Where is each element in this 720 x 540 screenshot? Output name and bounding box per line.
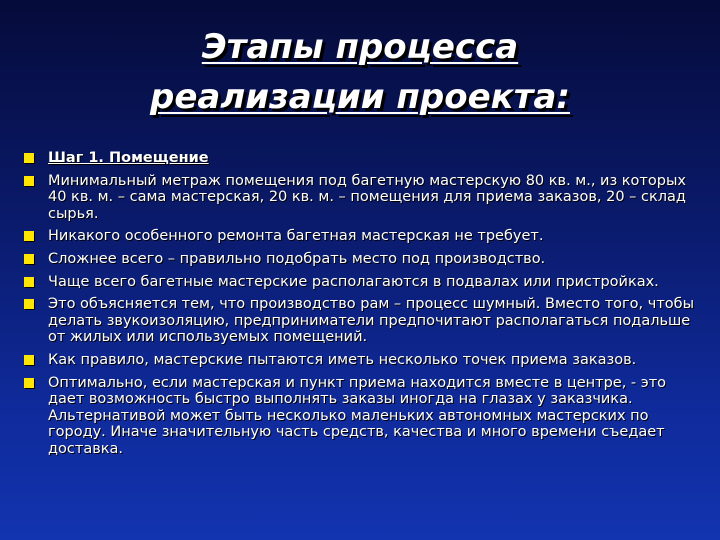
square-bullet-icon: [24, 378, 34, 388]
bullet-item: [22, 173, 700, 223]
square-bullet-icon: [24, 299, 34, 309]
bullet-item: [22, 251, 700, 268]
square-bullet-icon: [24, 231, 34, 241]
bullet-text: Чаще всего багетные мастерские располагаются в подвалах или пристройках.: [48, 273, 659, 290]
bullet-item-step-heading: [22, 150, 700, 167]
square-bullet-icon: [24, 355, 34, 365]
title-line-2: реализации проекта:: [149, 77, 571, 117]
bullet-item: [22, 352, 700, 369]
bullet-item: [22, 228, 700, 245]
bullet-text: Сложнее всего – правильно подобрать место под производство.: [48, 250, 546, 267]
bullet-text: Оптимально, если мастерская и пункт приема находится вместе в центре, - это дает возможность быстро выполнять заказы иногда на глазах у заказчика. Альтернативой может быть несколько маленьких автономных мастерских по городу. Иначе значительную часть средств, качества и много времени съедает доставка.: [48, 374, 667, 457]
slide-title: [40, 22, 680, 122]
bullet-text: Это объясняется тем, что производство рам – процесс шумный. Вместо того, чтобы делать звукоизоляцию, предприниматели предпочитают располагаться подальше от жилых или используемых помещений.: [48, 296, 695, 346]
bullet-text: Никакого особенного ремонта багетная мастерская не требует.: [48, 228, 544, 245]
square-bullet-icon: [24, 176, 34, 186]
square-bullet-icon: [24, 153, 34, 163]
bullet-text: Минимальный метраж помещения под багетную мастерскую 80 кв. м., из которых 40 кв. м. – сама мастерская, 20 кв. м. – помещения для приема заказов, 20 – склад сырья.: [48, 172, 686, 222]
bullet-text: Как правило, мастерские пытаются иметь несколько точек приема заказов.: [48, 351, 637, 368]
bullet-item: [22, 296, 700, 346]
square-bullet-icon: [24, 254, 34, 264]
bullet-item: [22, 274, 700, 291]
bullet-list: [22, 150, 700, 464]
bullet-text: Шаг 1. Помещение: [48, 150, 209, 166]
title-line-1: Этапы процесса: [201, 27, 519, 67]
bullet-item: [22, 375, 700, 458]
square-bullet-icon: [24, 277, 34, 287]
